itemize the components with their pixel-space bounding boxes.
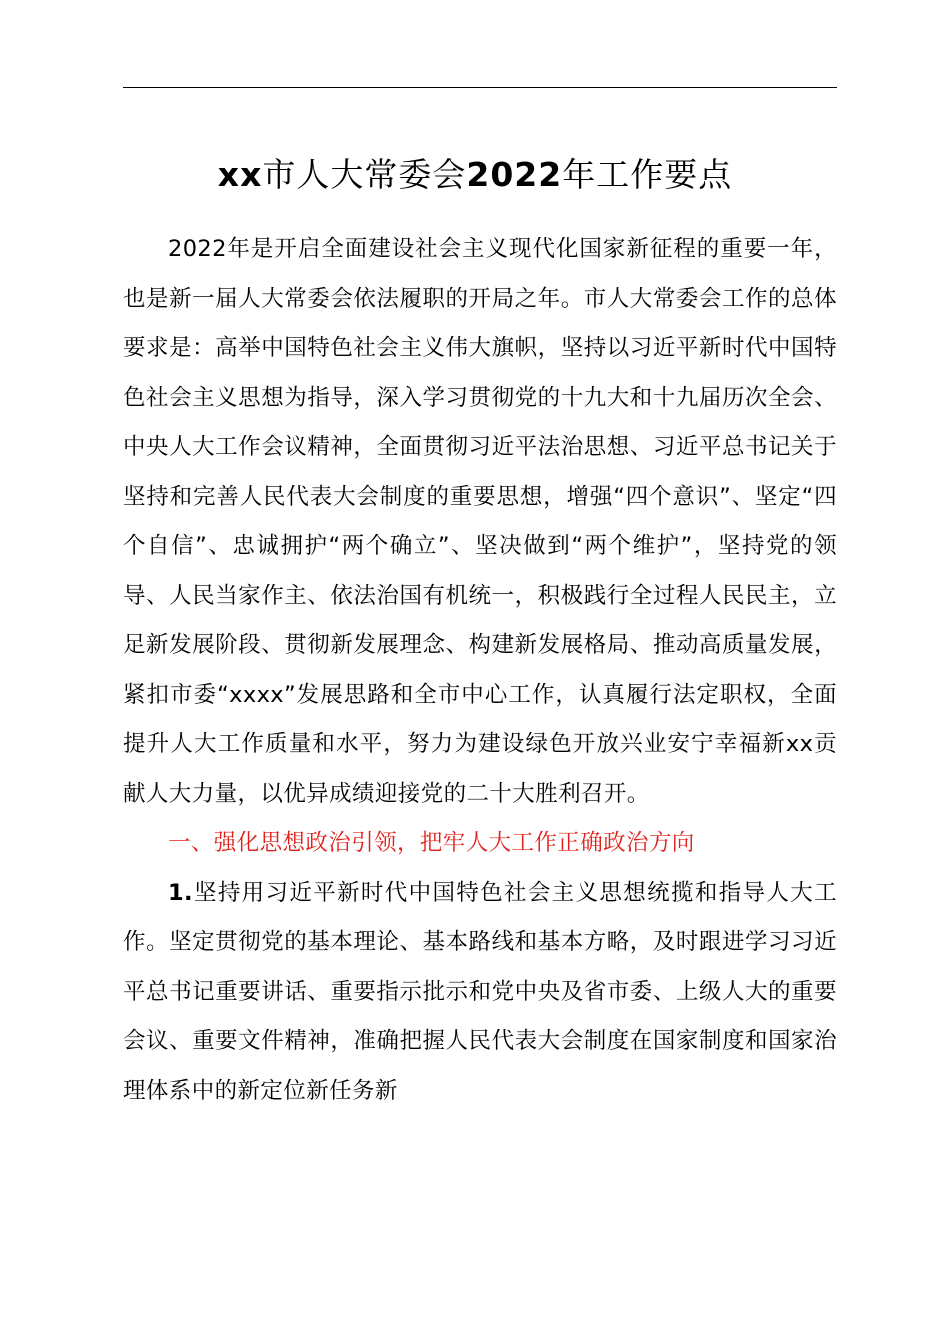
section-heading-1: 一、强化思想政治引领，把牢人大工作正确政治方向 bbox=[168, 830, 695, 856]
title-year: 2022 bbox=[466, 155, 563, 194]
item-number: 1. bbox=[168, 879, 194, 906]
title-prefix: xx bbox=[217, 155, 263, 194]
item-text: 坚持用习近平新时代中国特色社会主义思想统揽和指导人大工作。坚定贯彻党的基本理论、基本路线和基本方略，及时跟进学习习近平总书记重要讲话、重要指示批示和党中央及省市委、上级人大的重要会议、重要文件精神，准确把握人民代表大会制度在国家制度和国家治理体系中的新定位新任务新 bbox=[123, 879, 837, 1104]
intro-paragraph: 2022年是开启全面建设社会主义现代化国家新征程的重要一年，也是新一届人大常委会依法履职的开局之年。市人大常委会工作的总体要求是：高举中国特色社会主义伟大旗帜，坚持以习近平新时代中国特色社会主义思想为指导，深入学习贯彻党的十九大和十九届历次全会、中央人大工作会议精神，全面贯彻习近平法治思想、习近平总书记关于坚持和完善人民代表大会制度的重要思想，增强“四个意识”、坚定“四个自信”、忠诚拥护“两个确立”、坚决做到“两个维护”，坚持党的领导、人民当家作主、依法治国有机统一，积极践行全过程人民民主，立足新发展阶段、贯彻新发展理念、构建新发展格局、推动高质量发展，紧扣市委“xxxx”发展思路和全市中心工作，认真履行法定职权，全面提升人大工作质量和水平，努力为建设绿色开放兴业安宁幸福新xx贡献人大力量，以优异成绩迎接党的二十大胜利召开。 bbox=[123, 236, 837, 807]
document-title bbox=[0, 150, 950, 200]
title-part1: 市人大常委会 bbox=[262, 155, 467, 194]
header-rule bbox=[123, 87, 837, 88]
document-body bbox=[123, 225, 837, 1116]
item-paragraph-1 bbox=[123, 869, 837, 1117]
title-part2: 年工作要点 bbox=[562, 155, 733, 194]
